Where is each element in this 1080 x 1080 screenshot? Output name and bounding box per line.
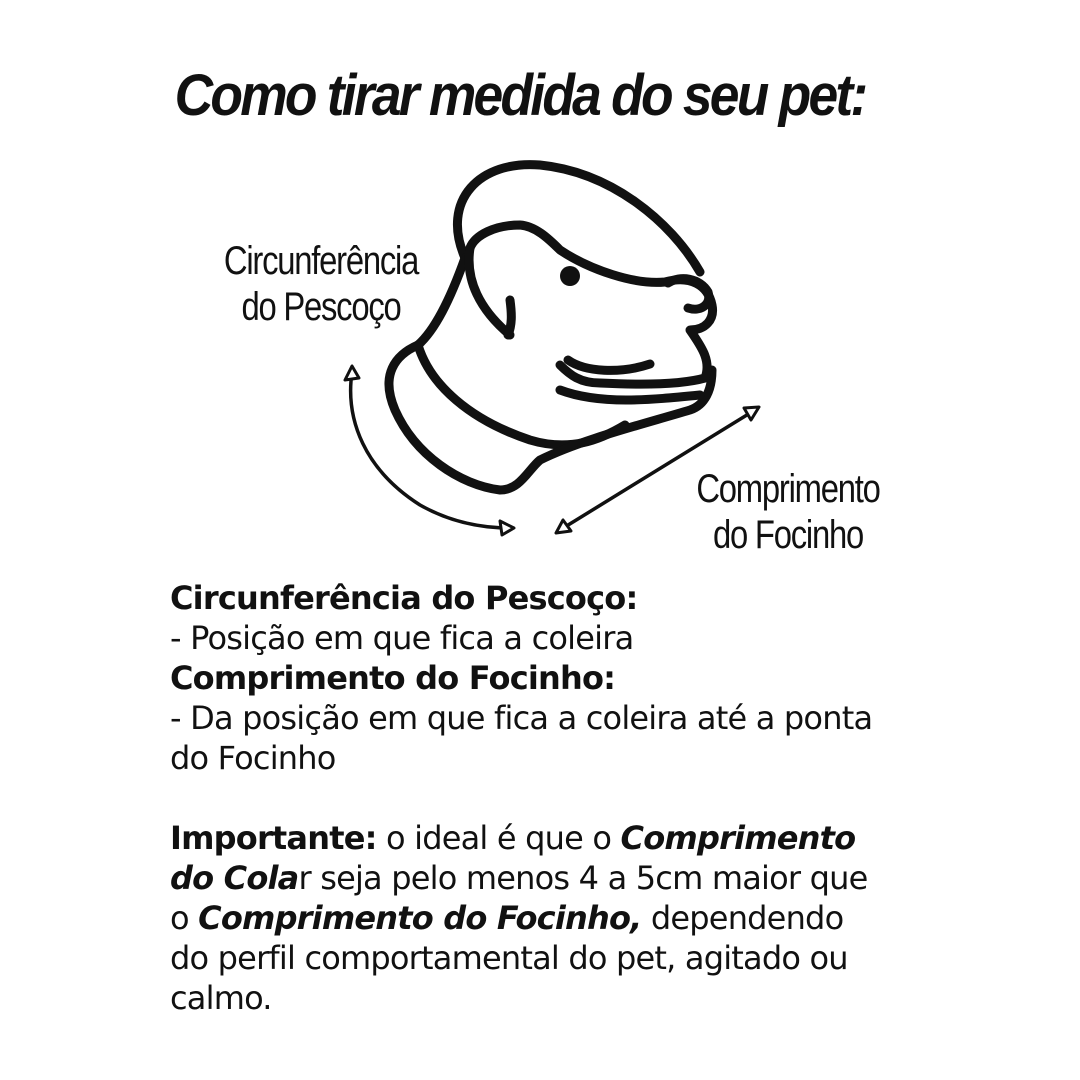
dog-ear (508, 300, 511, 335)
neck-label-line1: Circunferência (223, 239, 419, 283)
dog-head-left (469, 248, 510, 335)
neck-heading: Circunferência do Pescoço: (170, 579, 638, 617)
neck-arrow (351, 372, 510, 528)
page-title: Como tirar medida do seu pet: (174, 63, 866, 128)
neck-circumference-label (219, 238, 424, 330)
important-emph-1b: do Cola (170, 859, 299, 897)
important-label: Importante: (170, 819, 377, 857)
muzzle-heading: Comprimento do Focinho: (170, 659, 616, 697)
muzzle-arrowhead-top (744, 407, 759, 420)
muzzle-label-line2: do Focinho (712, 513, 863, 557)
important-text-5: do perfil comportamental do pet, agitado ou (170, 939, 848, 977)
muzzle-description-2: do Focinho (170, 739, 336, 777)
important-text-2: r seja pelo menos 4 a 5cm maior que (298, 859, 868, 897)
muzzle-description-1: - Da posição em que fica a coleira até a ponta (170, 699, 873, 737)
muzzle-label-line1: Comprimento (696, 467, 880, 511)
neck-description: - Posição em que fica a coleira (170, 619, 634, 657)
important-emph-2: Comprimento do Focinho, (198, 899, 642, 937)
neck-label-line2: do Pescoço (241, 285, 401, 329)
paragraph-spacer (170, 778, 970, 818)
neck-arrowhead-top (345, 366, 359, 380)
cone-left-side (418, 258, 465, 345)
important-emph-1a: Comprimento (620, 819, 856, 857)
dog-mouth (568, 360, 650, 370)
important-note (170, 818, 970, 1018)
important-text-3: o (170, 899, 199, 937)
dog-eye (560, 266, 580, 286)
neck-arrowhead-bottom (500, 521, 514, 535)
muzzle-arrowhead-bottom (556, 520, 571, 533)
important-text-6: calmo. (170, 979, 272, 1017)
important-text-4: dependendo (641, 899, 844, 937)
muzzle-length-label (690, 466, 887, 558)
important-text-1: o ideal é que o (376, 819, 621, 857)
instructions-block (170, 578, 970, 1018)
cone-neck-line (560, 390, 700, 400)
